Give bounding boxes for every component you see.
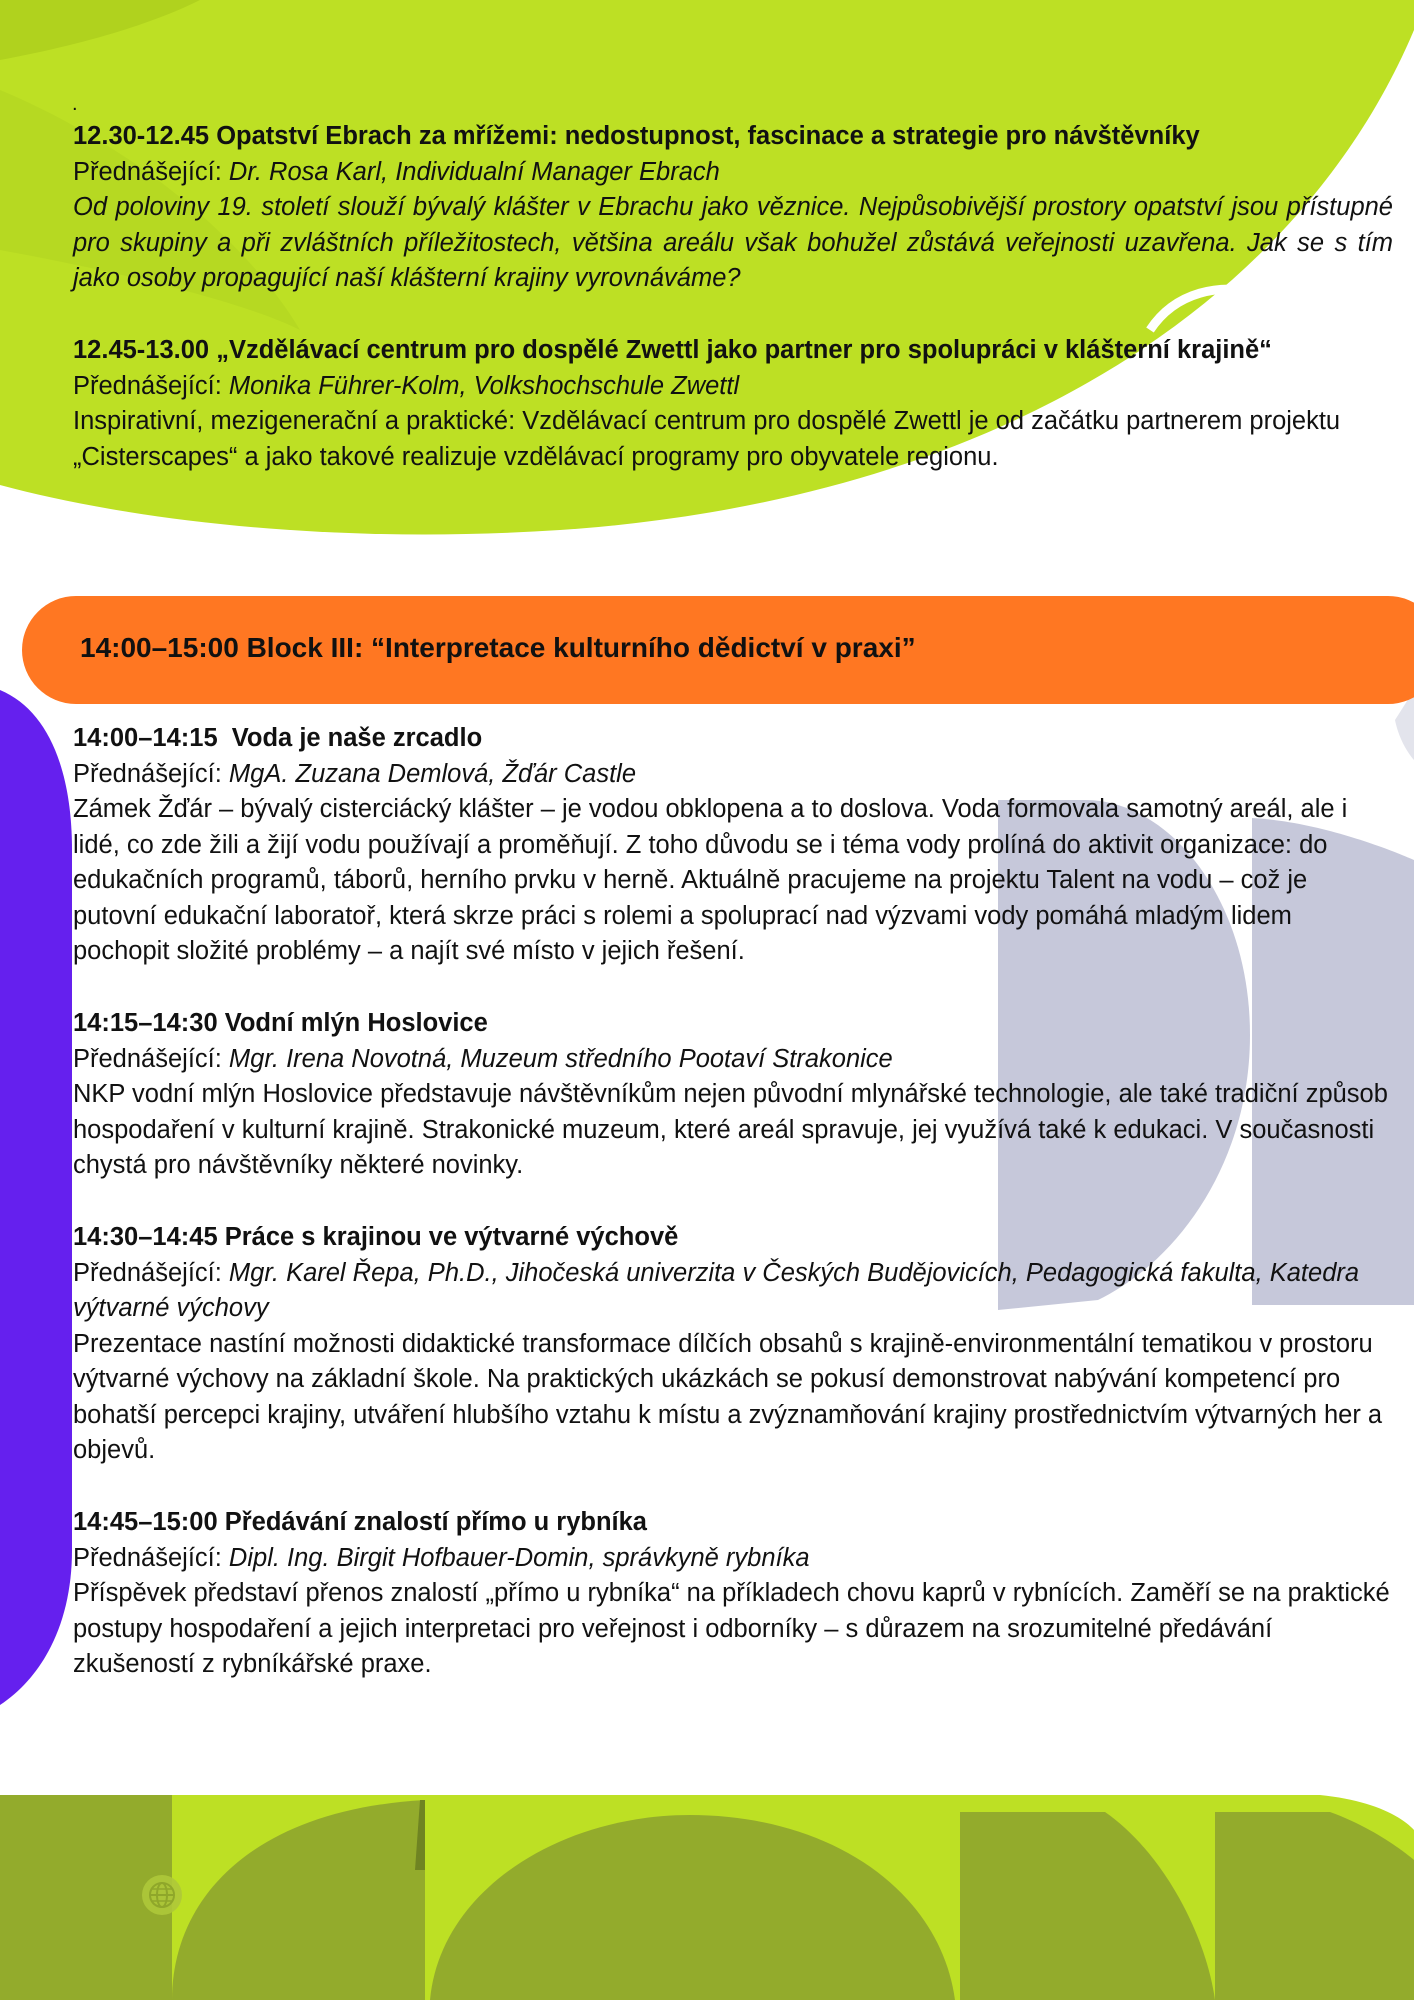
speaker-label: Přednášející: (73, 157, 222, 186)
talk-speaker (73, 757, 1393, 793)
top-marker: . (72, 93, 78, 115)
talk-description: NKP vodní mlýn Hoslovice představuje návštěvníkům nejen původní mlynářské technologie, ale také tradiční způsob hospodaření v kulturní krajině. Strakonické muzeum, které areál spravuje, jej využívá také k edukaci. V současnosti chystá pro návštěvníky některé novinky. (73, 1080, 1388, 1179)
globe-icon (140, 1873, 184, 1917)
talk-description: Prezentace nastíní možnosti didaktické transformace dílčích obsahů s krajině-environmentální tematikou v prostoru výtvarné výchovy na základní škole. Na praktických ukázkách se pokusí demonstrovat nabývání kompetencí pro bohatší percepci krajiny, utváření hlubšího vztahu k místu a zvýznamňování krajiny prostřednictvím výtvarných her a objevů. (73, 1329, 1383, 1464)
talk-speaker (73, 1256, 1393, 1327)
talk-vytvarna-vychova (73, 1220, 1393, 1469)
talk-title: 14:45–15:00 Předávání znalostí přímo u rybníka (73, 1508, 647, 1536)
speaker-label: Přednášející: (73, 1044, 222, 1073)
talk-speaker (73, 1042, 1393, 1078)
speaker-name: Dr. Rosa Karl, Individualní Manager Ebrach (221, 157, 720, 186)
speaker-label: Přednášející: (73, 1258, 222, 1287)
speaker-label: Přednášející: (73, 1543, 222, 1572)
talk-speaker (73, 1541, 1393, 1577)
talk-zdar (73, 721, 1393, 970)
talk-description: Příspěvek představí přenos znalostí „přímo u rybníka“ na příkladech chovu kaprů v rybnících. Zaměří se na praktické postupy hospodaření a jejich interpretaci pro veřejnost i odborníky – s důrazem na srozumitelné předávání zkušeností z rybníkářské praxe. (73, 1579, 1390, 1678)
speaker-name: Mgr. Irena Novotná, Muzeum středního Pootaví Strakonice (221, 1044, 893, 1073)
talk-description: Zámek Žďár – bývalý cisterciácký klášter – je vodou obklopena a to doslova. Voda formovala samotný areál, ale i lidé, co zde žili a žijí vodu používají a proměňují. Z toho důvodu se i téma vody prolíná do aktivit organizace: do edukačních programů, táborů, herního prvku v herně. Aktuálně pracujeme na projektu Talent na vodu – což je putovní edukační laboratoř, která skrze práci s rolemi a spoluprací nad výzvami vody pomáhá mladým lidem pochopit složité problémy – a najít své místo v jejich řešení. (73, 795, 1348, 965)
talk-ebrach (73, 119, 1393, 297)
speaker-name: Dipl. Ing. Birgit Hofbauer-Domin, správkyně rybníka (221, 1543, 810, 1572)
talk-title: 14:00–14:15 Voda je naše zrcadlo (73, 724, 483, 752)
speaker-label: Přednášející: (73, 759, 222, 788)
talk-zwettl (73, 333, 1393, 475)
talk-speaker (73, 155, 1393, 191)
talk-hoslovice (73, 1006, 1393, 1184)
speaker-name: Mgr. Karel Řepa, Ph.D., Jihočeská univerzita v Českých Budějovicích, Pedagogická fakulta, Katedra výtvarné výchovy (73, 1258, 1360, 1322)
talk-title: 14:30–14:45 Práce s krajinou ve výtvarné výchově (73, 1223, 679, 1251)
talk-title: 12.45-13.00 „Vzdělávací centrum pro dospělé Zwettl jako partner pro spolupráci v klášterní krajině“ (73, 336, 1272, 364)
speaker-label: Přednášející: (73, 371, 222, 400)
talk-description: Inspirativní, mezigenerační a praktické: Vzdělávací centrum pro dospělé Zwettl je od začátku partnerem projektu „Cisterscapes“ a jako takové realizuje vzdělávací programy pro obyvatele regionu. (73, 407, 1341, 471)
speaker-name: Monika Führer-Kolm, Volkshochschule Zwettl (221, 371, 740, 400)
talk-description: Od poloviny 19. století slouží bývalý klášter v Ebrachu jako věznice. Nejpůsobivější prostory opatství jsou přístupné pro skupiny a při zvláštních příležitostech, většina areálu však bohužel zůstává veřejnosti uzavřena. Jak se s tím jako osoby propagující naší klášterní krajiny vyrovnáváme? (73, 193, 1393, 292)
talk-title: 12.30-12.45 Opatství Ebrach za mřížemi: nedostupnost, fascinace a strategie pro návštěvníky (73, 122, 1200, 150)
block-title: 14:00–15:00 Block III: “Interpretace kulturního dědictví v praxi” (80, 632, 916, 663)
talk-title: 14:15–14:30 Vodní mlýn Hoslovice (73, 1009, 488, 1037)
talk-speaker (73, 369, 1393, 405)
talk-rybnik (73, 1505, 1393, 1683)
speaker-name: MgA. Zuzana Demlová, Žďár Castle (221, 759, 637, 788)
